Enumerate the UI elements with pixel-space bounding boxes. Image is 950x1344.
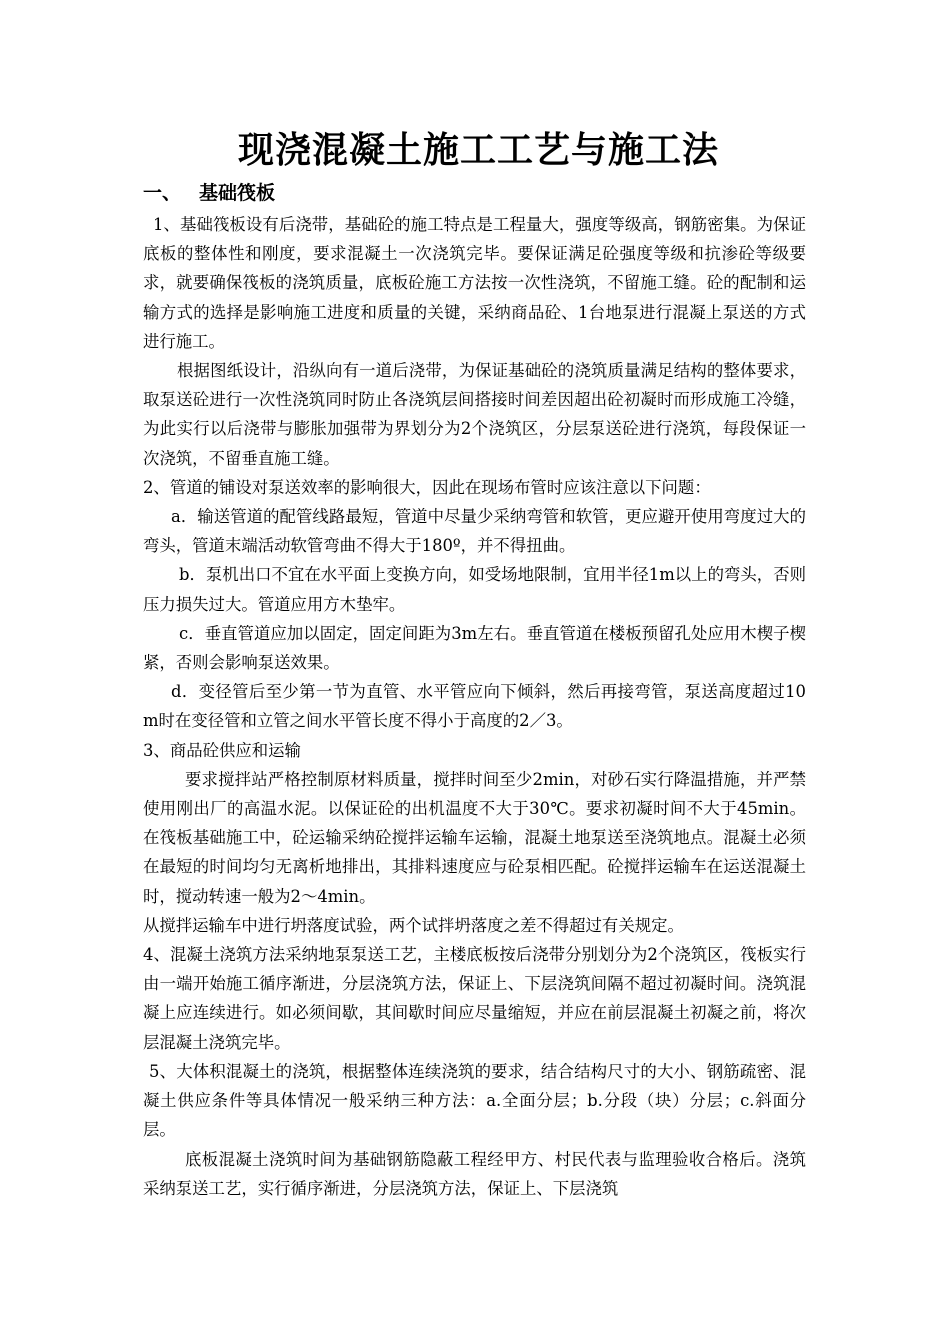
paragraph-8: 3、商品砼供应和运输 [143,740,301,760]
paragraph-1: 1、基础筏板设有后浇带，基础砼的施工特点是工程量大，强度等级高，钢筋密集。为保证底板的整体性和刚度，要求混凝土一次浇筑完毕。要保证满足砼强度等级和抗渗砼等级要求，就要确保筏板的浇筑质量，底板砼施工方法按一次性浇筑，不留施工缝。砼的配制和运输方式的选择是影响施工进度和质量的关键，采纳商品砼、1台地泵进行混凝上泵送的方式进行施工。 [143,215,806,351]
section-heading [143,176,806,210]
paragraph-11: 4、混凝土浇筑方法采纳地泵泵送工艺，主楼底板按后浇带分别划分为2个浇筑区，筏板实行由一端开始施工循序渐进，分层浇筑方法，保证上、下层浇筑间隔不超过初凝时间。浇筑混凝上应连续进行。如必须间歇，其间歇时间应尽量缩短，并应在前层混凝土初凝之前，将次层混凝土浇筑完毕。 [143,945,806,1052]
paragraph-6: c．垂直管道应加以固定，固定间距为3m左右。垂直管道在楼板预留孔处应用木楔子楔紧，否则会影响泵送效果。 [143,623,806,673]
paragraph-5: b．泵机出口不宜在水平面上变换方向，如受场地限制，宜用半径1m以上的弯头，否则压力损失过大。管道应用方木垫牢。 [143,565,806,614]
section-title: 基础筏板 [199,182,276,204]
paragraph-2: 根据图纸设计，沿纵向有一道后浇带，为保证基础砼的浇筑质量满足结构的整体要求，取泵送砼进行一次性浇筑同时防止各浇筑层间搭接时间差因超出砼初凝时而形成施工冷缝，为此实行以后浇带与膨胀加强带为界划分为2个浇筑区，分层泵送砼进行浇筑，每段保证一次浇筑，不留垂直施工缝。 [143,361,806,468]
paragraph-4: a．输送管道的配管线路最短，管道中尽量少采纳弯管和软管，更应避开使用弯度过大的弯头，管道末端活动软管弯曲不得大于180º，并不得扭曲。 [143,507,806,556]
paragraph-3: 2、管道的铺设对泵送效率的影响很大，因此在现场布管时应该注意以下问题： [143,477,711,497]
section-number: 一、 [143,182,182,204]
paragraph-9: 要求搅拌站严格控制原材料质量，搅拌时间至少2min，对砂石实行降温措施，并严禁使用刚出厂的高温水泥。以保证砼的出机温度不大于30℃。要求初凝时间不大于45min。在筏板基础施工中，砼运输采纳砼搅拌运输车运输，混凝土地泵送至浇筑地点。混凝土必须在最短的时间均匀无离析地排出，其排料速度应与砼泵相匹配。砼搅拌运输车在运送混凝土时，搅动转速一般为2～4min。 [143,769,806,906]
paragraph-12: 5、大体积混凝土的浇筑，根据整体连续浇筑的要求，结合结构尺寸的大小、钢筋疏密、混凝土供应条件等具体情况一般采纳三种方法：a.全面分层；b.分段（块）分层；c.斜面分层。 [143,1061,806,1140]
document-page [143,124,806,1203]
paragraph-7: d．变径管后至少第一节为直管、水平管应向下倾斜，然后再接弯管，泵送高度超过10m时在变径管和立管之间水平管长度不得小于高度的2／3。 [143,682,806,731]
document-title: 现浇混凝土施工工艺与施工法 [237,129,719,171]
paragraph-13: 底板混凝土浇筑时间为基础钢筋隐蔽工程经甲方、村民代表与监理验收合格后。浇筑采纳泵送工艺，实行循序渐进，分层浇筑方法，保证上、下层浇筑 [143,1149,806,1198]
paragraph-10: 从搅拌运输车中进行坍落度试验，两个试拌坍落度之差不得超过有关规定。 [143,915,684,935]
